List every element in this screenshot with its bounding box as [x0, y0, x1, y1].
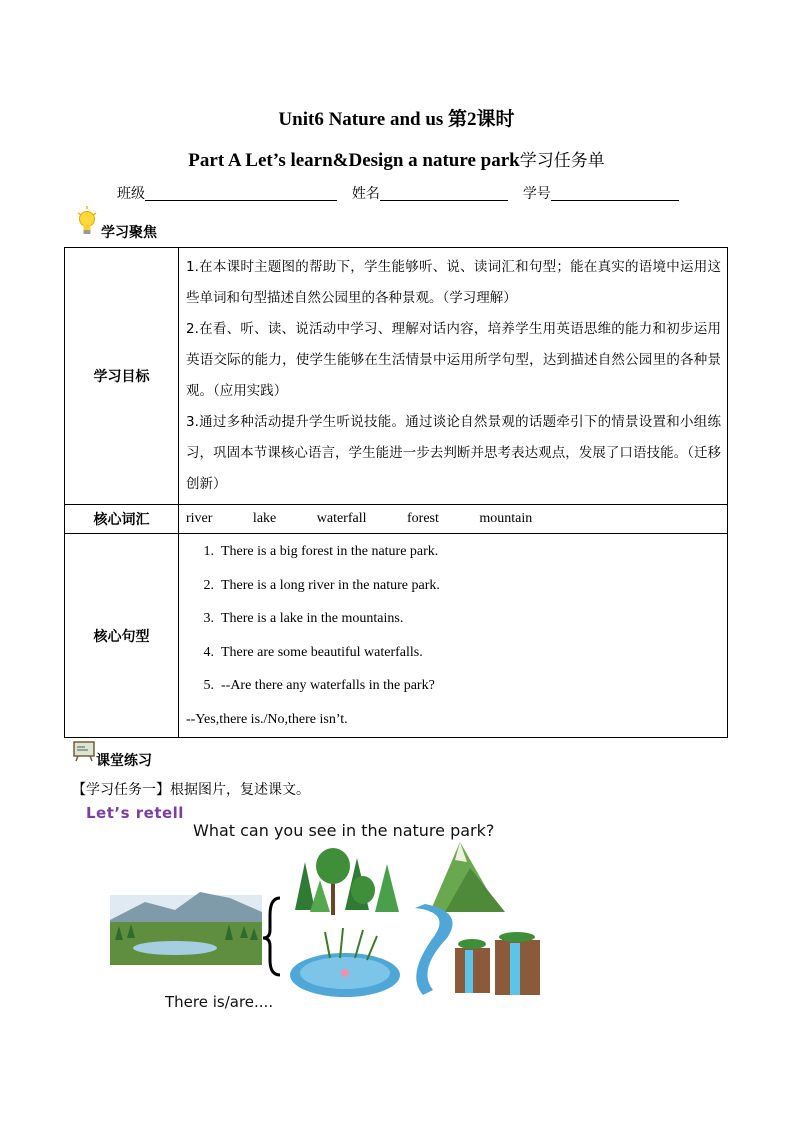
- table-row: [65, 505, 728, 534]
- sentence-text: There are some beautiful waterfalls.: [221, 644, 423, 660]
- sentence-num: 4.: [203, 644, 214, 660]
- sentence-item: [186, 602, 721, 636]
- sentence-item: [186, 669, 721, 703]
- pond-icon: [290, 928, 400, 997]
- sentence-num: 5.: [203, 678, 214, 693]
- goals-label: 学习目标: [65, 248, 179, 505]
- retell-prompt: There is/are....: [165, 993, 274, 1011]
- goals-table: [64, 247, 728, 738]
- mountain-icon: [430, 842, 505, 912]
- sentence-text: There is a long river in the nature park.: [221, 577, 440, 593]
- sentences-content: [179, 534, 728, 738]
- table-row: [65, 248, 728, 505]
- nature-park-illustration: [105, 840, 555, 1010]
- waterfall-icon: [455, 932, 540, 995]
- student-info: [117, 183, 679, 203]
- sentence-text: There is a lake in the mountains.: [221, 611, 404, 626]
- sentence-num: 2.: [203, 577, 214, 593]
- class-label: 班级: [117, 186, 145, 202]
- brace-icon: [263, 898, 280, 975]
- blackboard-icon: [73, 740, 95, 762]
- number-blank[interactable]: [551, 186, 679, 201]
- vocab-text: river lake waterfall forest mountain: [186, 511, 533, 526]
- goal-item: 1.在本课时主题图的帮助下，学生能够听、说、读词汇和句型；能在真实的语境中运用这些单词和句型描述自然公园里的各种景观。（学习理解）: [186, 259, 721, 306]
- practice-heading: 课堂练习: [96, 753, 152, 769]
- vocab-words: [179, 505, 728, 534]
- goal-item: 2.在看、听、读、说活动中学习、理解对话内容，培养学生用英语思维的能力和初步运用英语交际的能力，使学生能够在生活情景中运用所学句型，达到描述自然公园里的各种景观。（应用实践）: [186, 321, 721, 399]
- sentence-item: [186, 636, 721, 670]
- sentence-item: [186, 569, 721, 603]
- lake-landscape-image: [110, 892, 262, 965]
- class-blank[interactable]: [145, 186, 337, 201]
- focus-heading: 学习聚焦: [101, 225, 157, 241]
- name-label: 姓名: [351, 186, 380, 202]
- page-title: Unit6 Nature and us 第2课时: [278, 109, 515, 130]
- number-label: 学号: [522, 186, 551, 202]
- lightbulb-icon: [76, 206, 98, 238]
- sentences-label: 核心句型: [65, 534, 179, 738]
- subtitle-en: Part A Let’s learn&Design a nature park: [188, 150, 520, 171]
- name-blank[interactable]: [380, 186, 508, 201]
- sentence-text: --Are there any waterfalls in the park?: [221, 678, 435, 693]
- table-row: [65, 534, 728, 738]
- page-subtitle: [0, 146, 793, 172]
- retell-label: Let’s retell: [86, 804, 184, 822]
- sentence-answer: --Yes,there is./No,there isn’t.: [186, 711, 348, 727]
- sentence-text: There is a big forest in the nature park.: [221, 544, 439, 559]
- sentence-item: [186, 535, 721, 569]
- sentence-num: 3.: [203, 611, 214, 626]
- goals-content: [179, 248, 728, 505]
- retell-question: What can you see in the nature park?: [193, 821, 495, 840]
- forest-icon: [295, 848, 399, 915]
- river-icon: [415, 904, 453, 995]
- task1-instruction: 【学习任务一】根据图片，复述课文。: [72, 782, 310, 798]
- sentence-num: 1.: [203, 544, 214, 559]
- vocab-label: 核心词汇: [65, 505, 179, 534]
- subtitle-cn: 学习任务单: [519, 151, 605, 171]
- goal-item: 3.通过多种活动提升学生听说技能。通过谈论自然景观的话题牵引下的情景设置和小组练习，巩固本节课核心语言，学生能进一步去判断并思考表达观点，发展了口语技能。（迁移创新）: [186, 414, 721, 492]
